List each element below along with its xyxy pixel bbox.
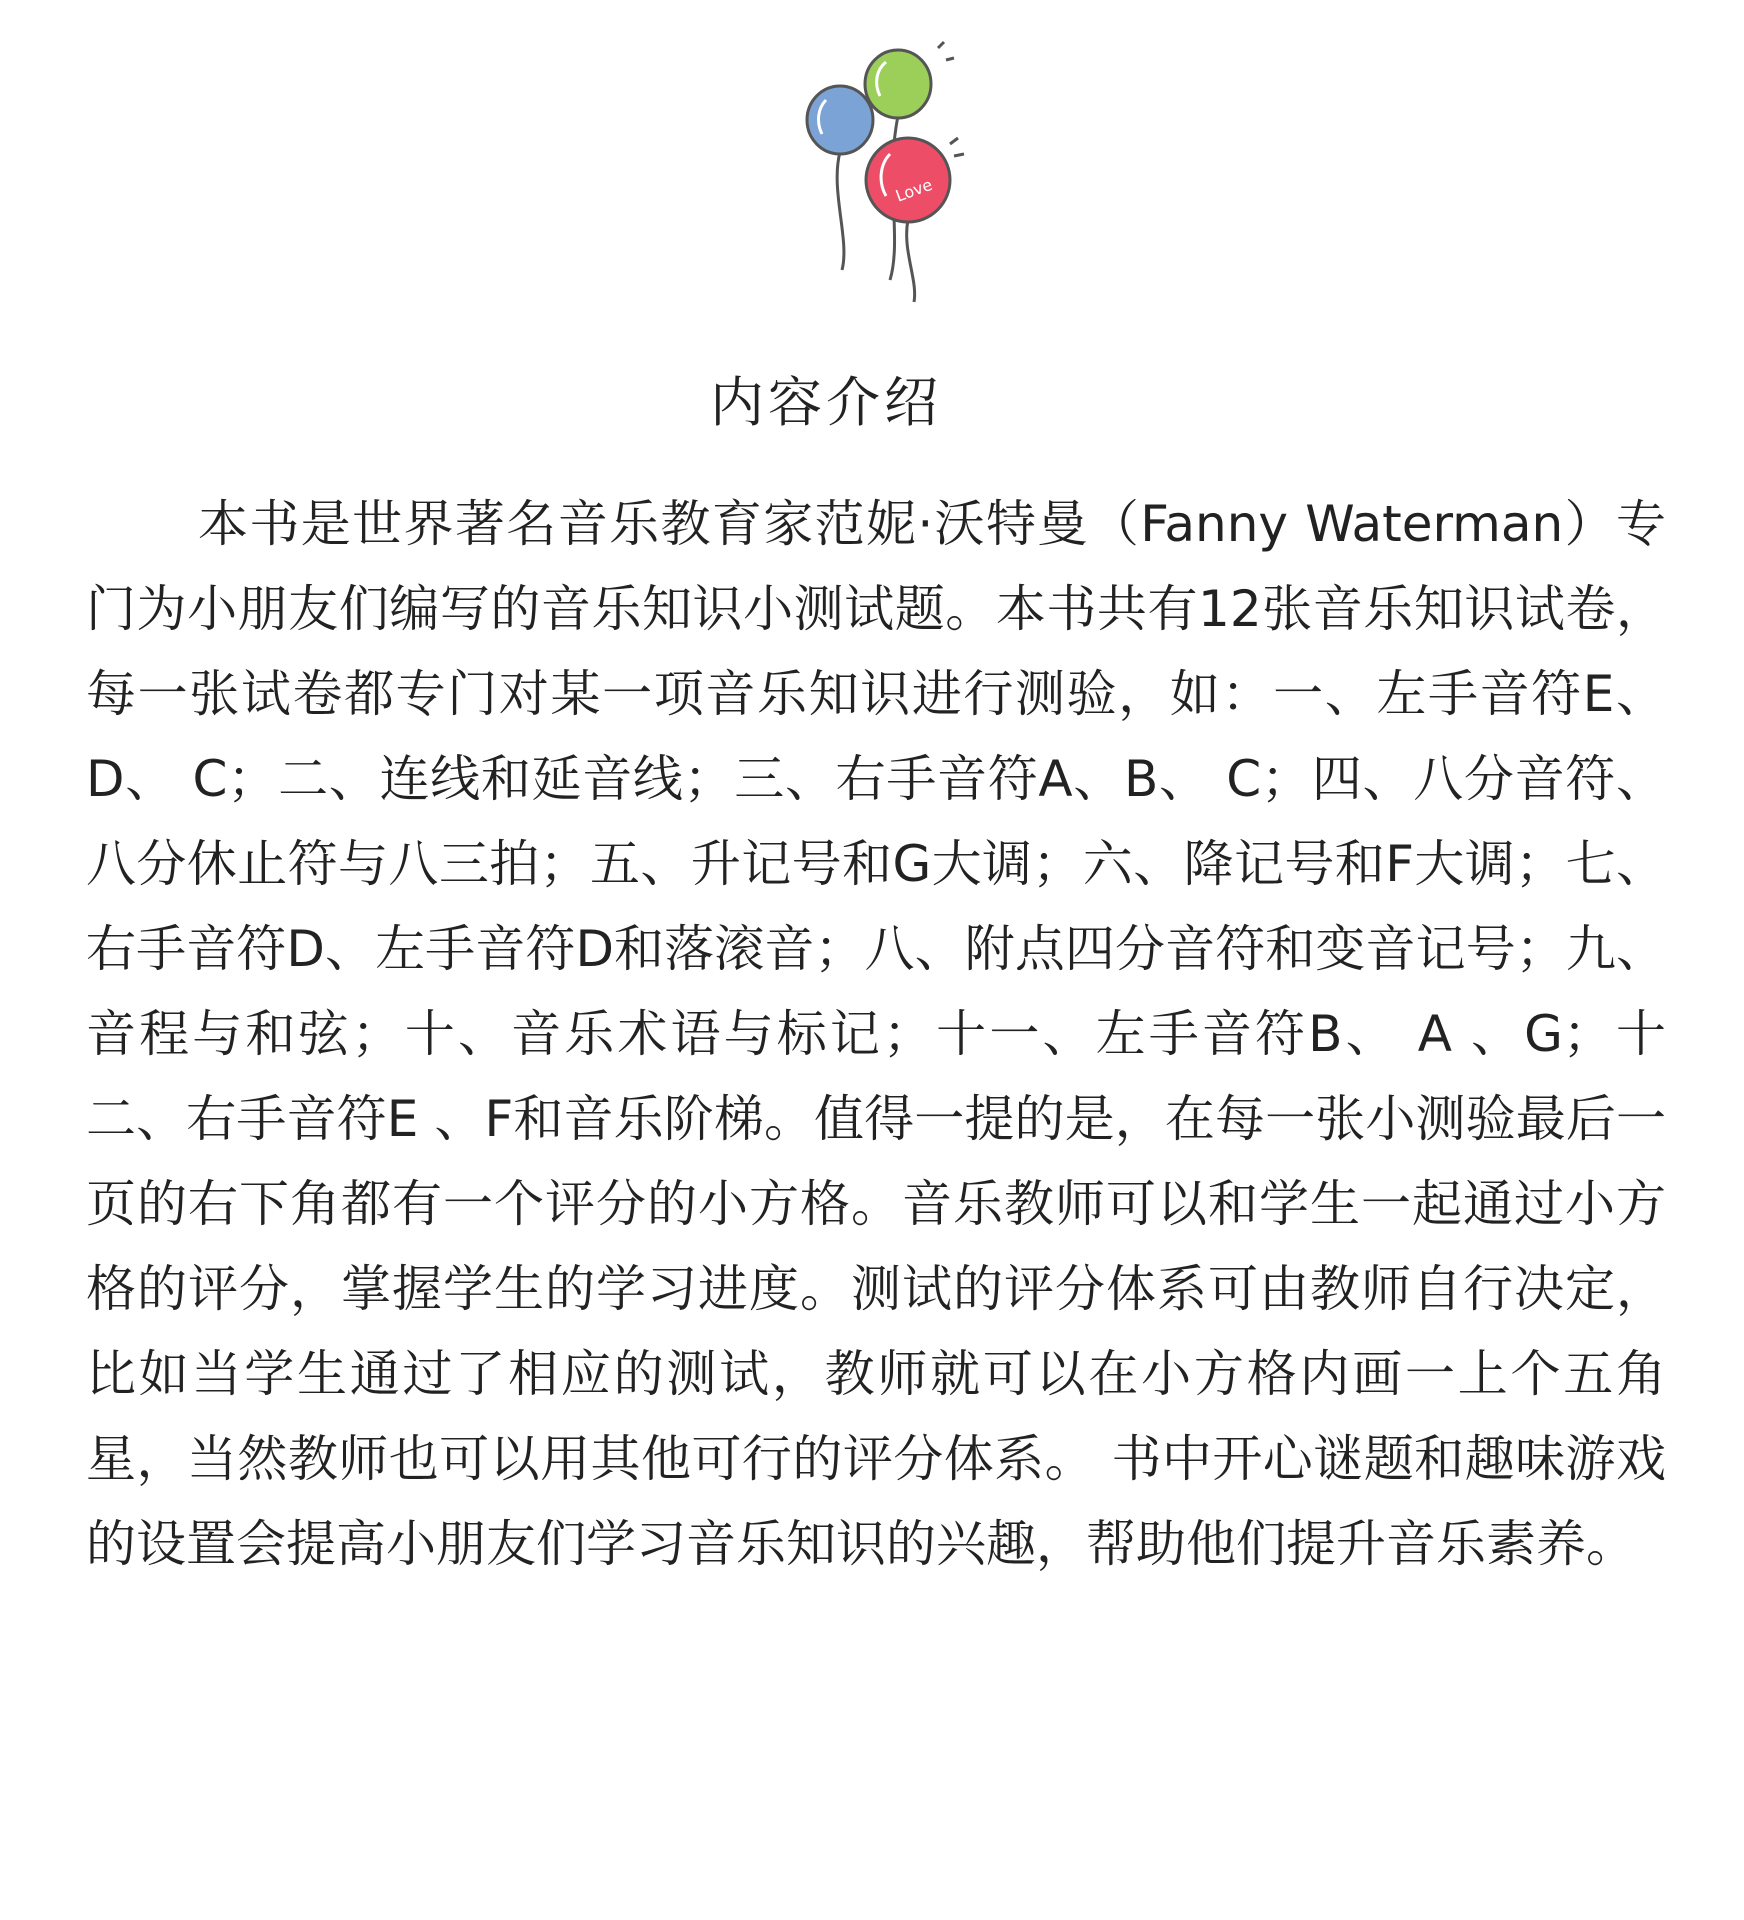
red-balloon xyxy=(866,138,950,222)
balloon-string xyxy=(907,220,915,302)
balloons-icon xyxy=(790,40,970,310)
balloon-string xyxy=(837,152,844,270)
green-balloon xyxy=(865,50,931,118)
balloon-love-text: Love xyxy=(892,174,935,206)
blue-balloon xyxy=(807,86,873,154)
intro-paragraph: 本书是世界著名音乐教育家范妮·沃特曼（Fanny Waterman）专门为小朋友们编写的音乐知识小测试题。本书共有12张音乐知识试卷，每一张试卷都专门对某一项音乐知识进行测验，如：一、左手音符E、 D、 C；二、连线和延音线；三、右手音符A、B、 C；四、八分音符、八分休止符与八三拍；五、升记号和G大调；六、降记号和F大调；七、右手音符D、左手音符D和落滚音；八、附点四分音符和变音记号；九、音程与和弦；十、音乐术语与标记；十一、左手音符B、 A 、G；十二、右手音符E 、F和音乐阶梯。值得一提的是，在每一张小测验最后一页的右下角都有一个评分的小方格。音乐教师可以和学生一起通过小方格的评分，掌握学生的学习进度。测试的评分体系可由教师自行决定，比如当学生通过了相应的测试，教师就可以在小方格内画一上个五角星，当然教师也可以用其他可行的评分体系。 书中开心谜题和趣味游戏的设置会提高小朋友们学习音乐知识的兴趣，帮助他们提升音乐素养。 xyxy=(86,495,1666,1573)
section-title: 内容介绍 xyxy=(710,371,942,434)
